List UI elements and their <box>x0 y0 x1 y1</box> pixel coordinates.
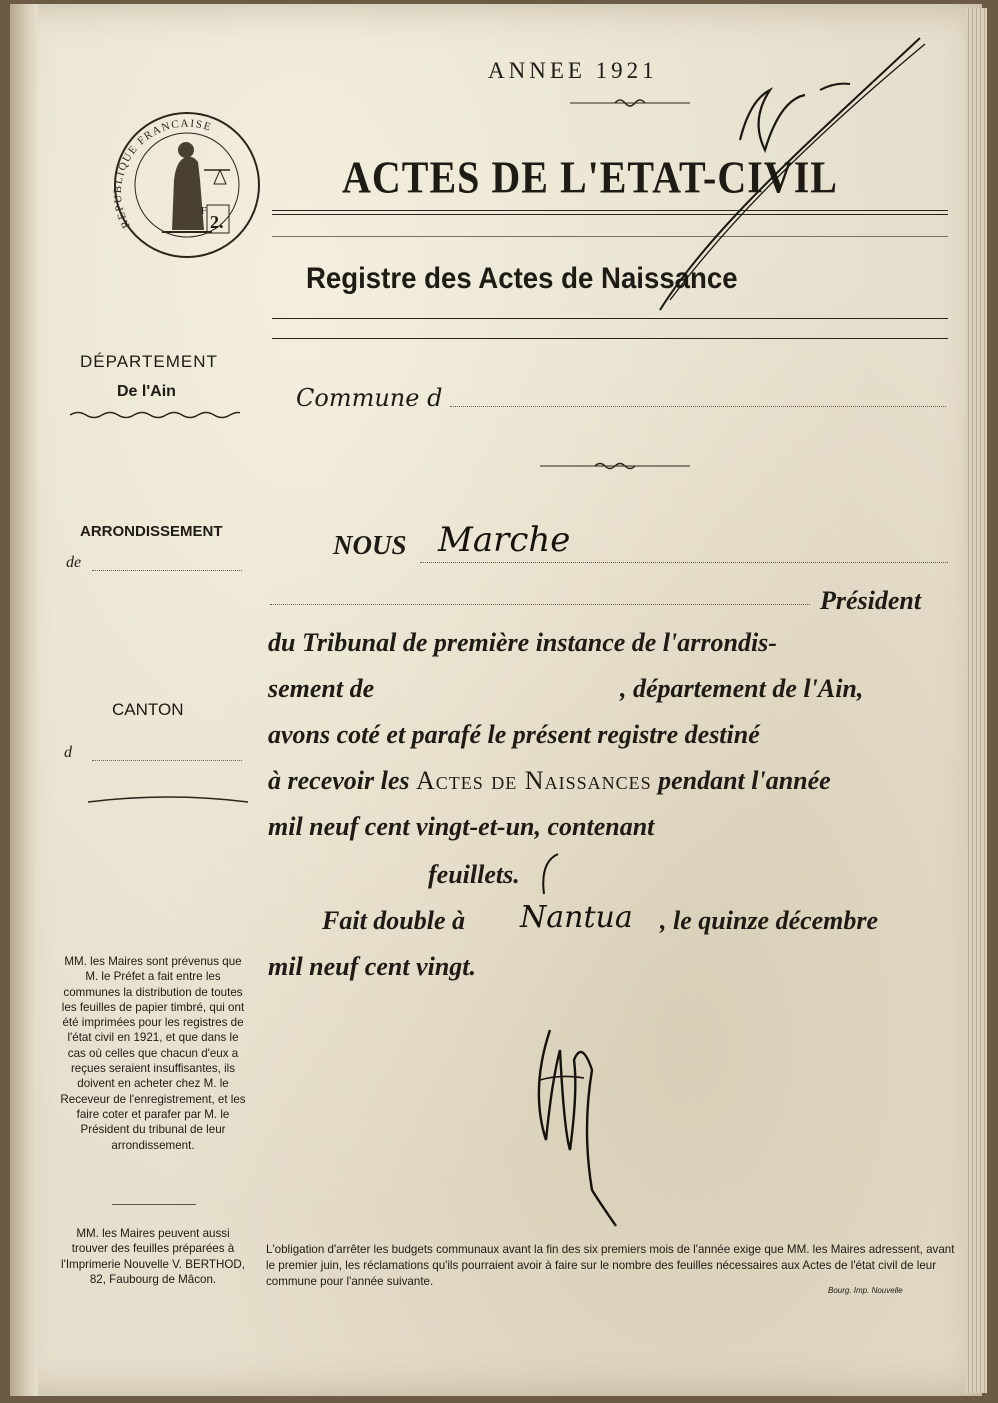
canton-label: CANTON <box>112 700 184 719</box>
year-words-line-2: mil neuf cent vingt. <box>268 952 476 981</box>
signature-handwritten <box>520 1010 620 1230</box>
budget-obligation-note: L'obligation d'arrêter les budgets communaux avant la fin des six premiers mois de l'année exige que MM. les Maires adressent, avant le premier juin, les réclamations qu'ils pourraient avoir à faire sur le nombre des feuilles nécessaires aux Actes de l'état civil de leur commune pour l'année suivante. <box>266 1243 955 1288</box>
recevoir-line-b: pendant l'année <box>658 766 831 795</box>
department-name: De l'Ain <box>117 383 176 400</box>
nous-label: NOUS <box>333 530 407 560</box>
commune-label: Commune d <box>296 384 443 412</box>
page-binding <box>10 4 38 1396</box>
year-words-line: mil neuf cent vingt-et-un, contenant <box>268 812 655 841</box>
commune-field <box>450 406 946 407</box>
canton-field <box>92 760 242 761</box>
curve-divider-icon <box>88 794 248 806</box>
arrondissement-line-b: , département de l'Ain, <box>620 674 864 703</box>
subtitle-rule-2 <box>272 338 948 339</box>
svg-text:REPUBLIQUE FRANCAISE: REPUBLIQUE FRANCAISE <box>111 117 214 231</box>
arrondissement-line-a: sement de <box>268 674 375 703</box>
canton-prefix: d <box>64 744 72 761</box>
nous-field <box>420 562 948 563</box>
handwritten-flourish <box>560 30 940 330</box>
fait-double-text: Fait double à <box>322 906 466 935</box>
cote-line: avons coté et parafé le présent registre destiné <box>268 720 760 749</box>
arrondissement-field <box>92 570 242 571</box>
page-edge <box>965 8 987 1393</box>
handwritten-name: Marche <box>438 520 571 560</box>
seal-value-top: F <box>201 206 207 217</box>
recevoir-line-a: à recevoir les <box>268 766 410 795</box>
tribunal-line: du Tribunal de première instance de l'arrondis- <box>268 628 777 657</box>
department-label: DÉPARTEMENT <box>80 352 218 371</box>
wave-divider-icon <box>70 410 240 420</box>
center-ornament-icon <box>540 460 690 472</box>
actes-naissances-text: Actes de Naissances <box>416 766 652 795</box>
register-subtitle: Registre des Actes de Naissance <box>306 262 738 295</box>
arrondissement-prefix: de <box>66 554 82 571</box>
president-text: Président <box>820 586 922 615</box>
notice-maires-1: MM. les Maires sont prévenus que M. le Préfet a fait entre les communes la distribution de toutes les feuilles de papier timbré, qui ont été imprimées pour les registres de l'état civil en 1921, et que dans le cas où celles que chacun d'eux a reçues seraient insuffisantes, ils doivent en acheter chez M. le Receveur de l'enregistrement, et les faire coter et parafer par M. le Président du tribunal de leur arrondissement. <box>60 955 246 1152</box>
main-title: ACTES DE L'ETAT-CIVIL <box>342 151 838 203</box>
year-heading: ANNEE 1921 <box>488 58 658 83</box>
notice-divider <box>112 1204 196 1205</box>
handwritten-place: Nantua <box>520 900 633 935</box>
notice-maires-2: MM. les Maires peuvent aussi trouver des feuilles préparées à l'Imprimerie Nouvelle V. BERTHOD, 82, Faubourg de Mâcon. <box>61 1227 245 1286</box>
feuillets-text: feuillets. <box>428 860 520 889</box>
arrondissement-label: ARRONDISSEMENT <box>80 523 223 540</box>
seal-value-bottom: 2. <box>210 212 224 232</box>
seal-text <box>108 106 266 264</box>
handwritten-mark <box>536 850 566 900</box>
date-text: , le quinze décembre <box>660 906 879 935</box>
printer-credit: Bourg. Imp. Nouvelle <box>828 1286 903 1295</box>
president-field <box>270 604 810 605</box>
